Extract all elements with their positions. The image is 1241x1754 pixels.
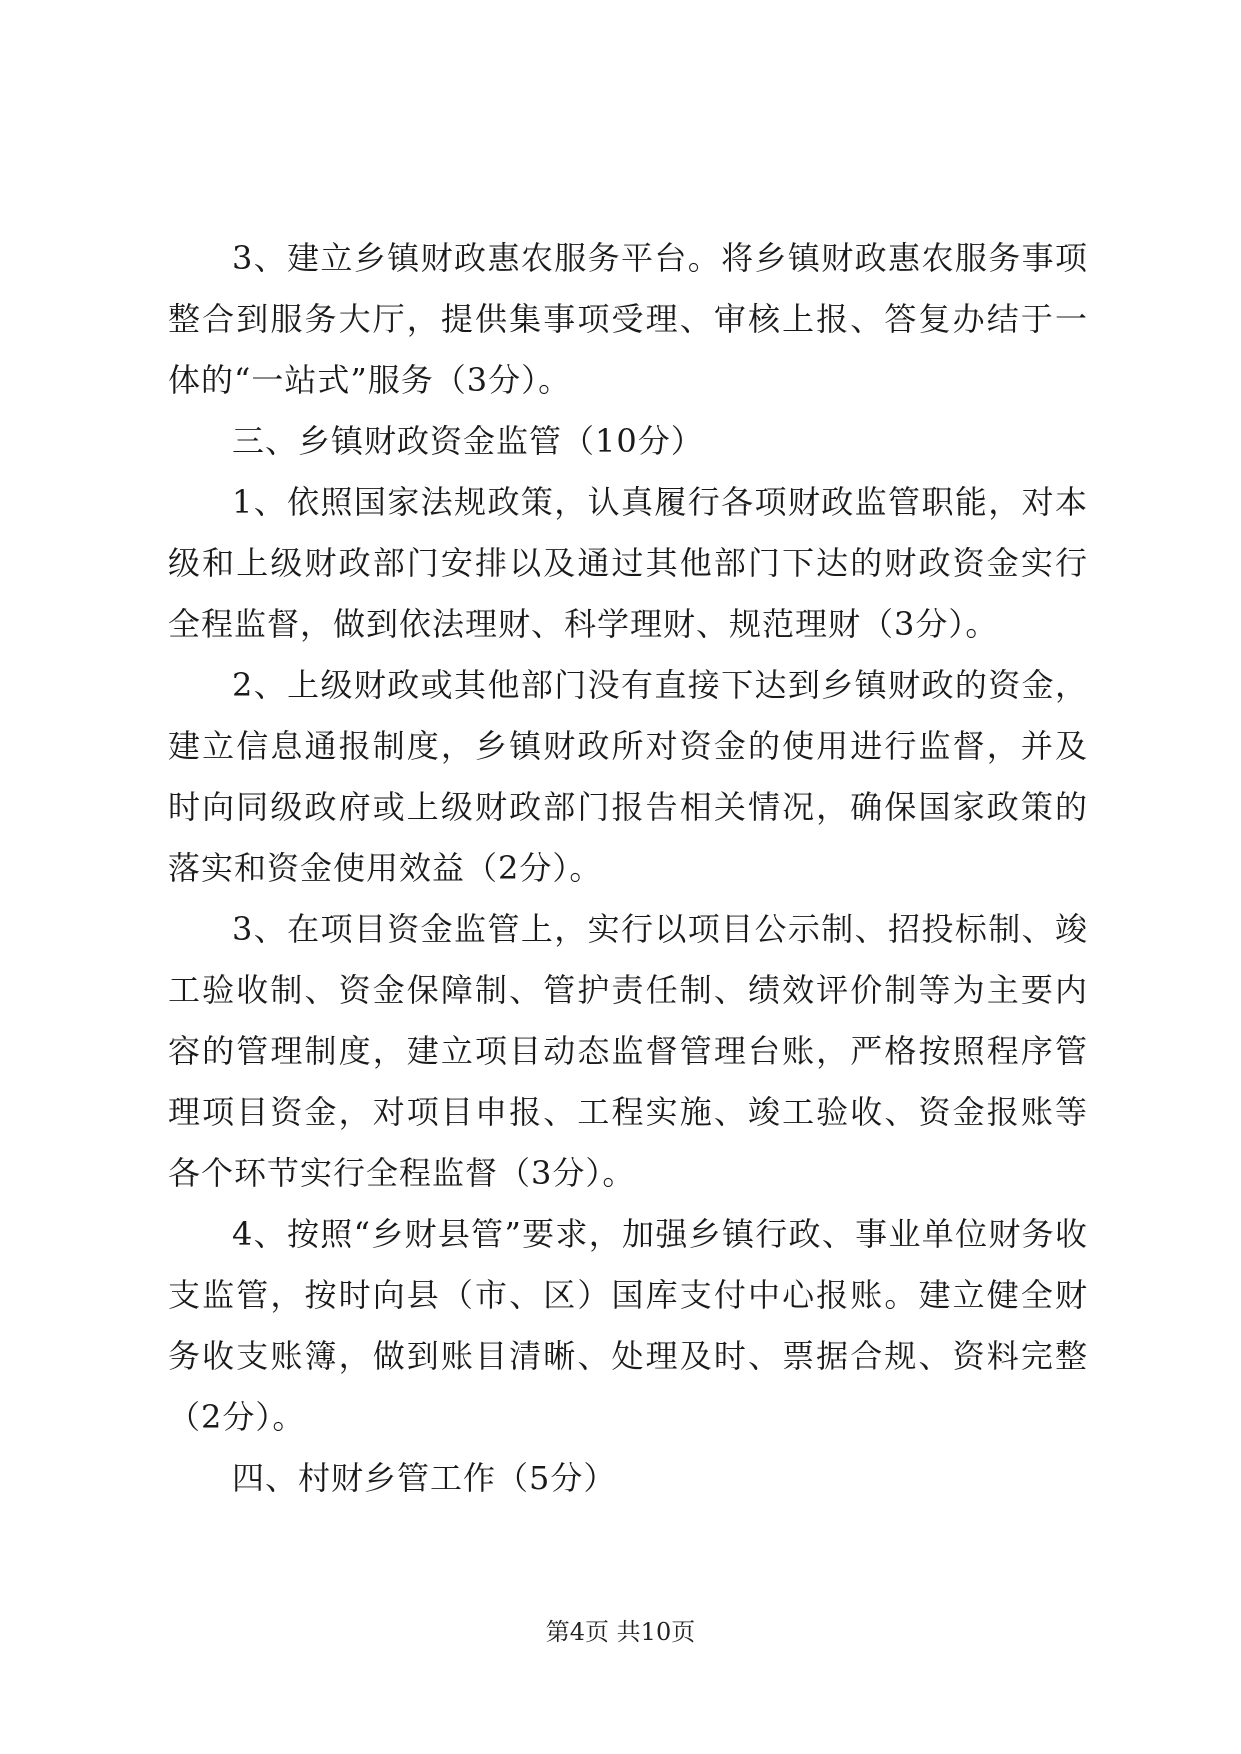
paragraph-item-3-project-funds: 3、在项目资金监管上，实行以项目公示制、招投标制、竣工验收制、资金保障制、管护责任制、绩效评价制等为主要内容的管理制度，建立项目动态监督管理台账，严格按照程序管理项目资金，对项目申报、工程实施、竣工验收、资金报账等各个环节实行全程监督（3分）。 (168, 910, 1088, 1192)
paragraph-item-2-information-reporting: 2、上级财政或其他部门没有直接下达到乡镇财政的资金，建立信息通报制度，乡镇财政所对资金的使用进行监督，并及时向同级政府或上级财政部门报告相关情况，确保国家政策的落实和资金使用效益（2分）。 (168, 666, 1088, 887)
paragraph-item-4-county-management: 4、按照“乡财县管”要求，加强乡镇行政、事业单位财务收支监管，按时向县（市、区）国库支付中心报账。建立健全财务收支账簿，做到账目清晰、处理及时、票据合规、资料完整（2分）。 (168, 1215, 1088, 1436)
document-body (168, 228, 1088, 1509)
page-number-footer: 第4页 共10页 (545, 1618, 696, 1646)
section-heading-village-finance: 四、村财乡管工作（5分） (232, 1459, 617, 1497)
paragraph-item-3-service-platform: 3、建立乡镇财政惠农服务平台。将乡镇财政惠农服务事项整合到服务大厅，提供集事项受理、审核上报、答复办结于一体的“一站式”服务（3分）。 (168, 239, 1088, 399)
paragraph-item-1-supervision-duties: 1、依照国家法规政策，认真履行各项财政监管职能，对本级和上级财政部门安排以及通过其他部门下达的财政资金实行全程监督，做到依法理财、科学理财、规范理财（3分）。 (168, 483, 1088, 643)
section-heading-fund-supervision: 三、乡镇财政资金监管（10分） (232, 422, 704, 460)
